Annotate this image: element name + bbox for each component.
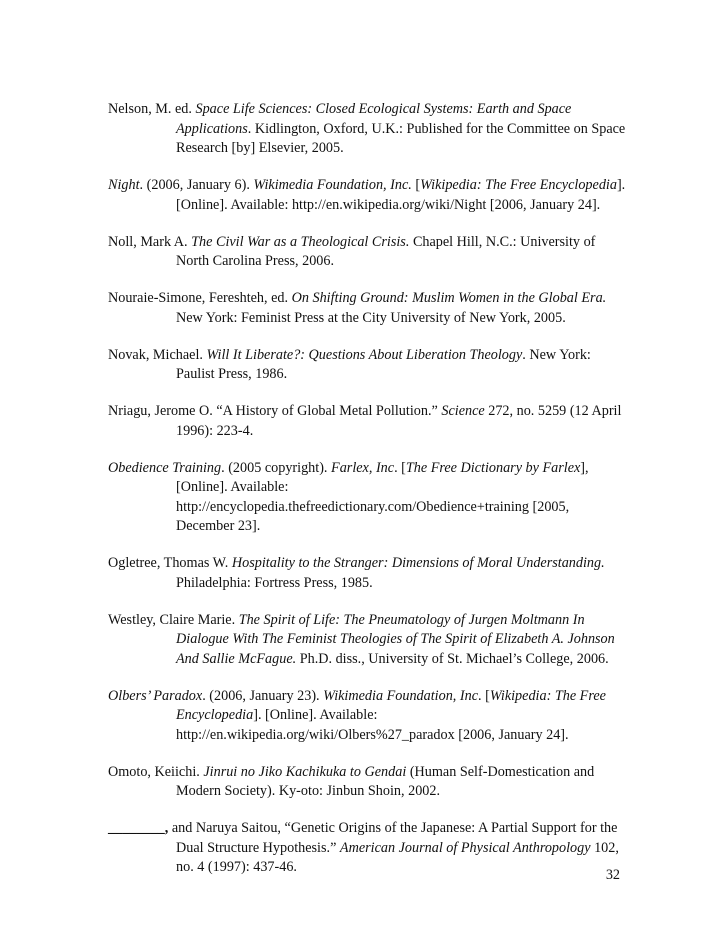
entry-text-segment: The Free Dictionary by Farlex <box>405 459 581 476</box>
entry-text-segment: Wikimedia Foundation, Inc <box>323 687 479 704</box>
entry-text-segment: 102, no. 4 (1997): 437-46. <box>176 839 619 875</box>
bibliography-entry <box>108 819 628 878</box>
entry-text-segment: Westley, Claire Marie. <box>108 611 239 628</box>
entry-text-segment: American Journal of Physical Anthropology <box>339 839 591 856</box>
entry-text-segment: Omoto, Keiichi. <box>108 763 204 780</box>
bibliography-entry <box>108 554 628 593</box>
entry-text-segment: Obedience Training <box>108 459 222 476</box>
bibliography-entry <box>108 346 628 385</box>
entry-text-segment: ________, <box>108 820 169 836</box>
entry-text-segment: Noll, Mark A. <box>108 233 192 250</box>
entry-text-segment: On Shifting Ground: Muslim Women in the Global Era. <box>291 290 607 306</box>
entry-text-segment: Will It Liberate?: Questions About Liberation Theology <box>206 346 523 363</box>
bibliography-entry <box>108 289 628 328</box>
bibliography-entry <box>108 402 628 441</box>
entry-text-segment: 272, no. 5259 (12 April 1996): 223-4. <box>176 403 622 439</box>
entry-text-segment: . (2006, January 23). <box>202 687 324 704</box>
entry-text-segment: Science <box>441 403 485 419</box>
entry-text-segment: Ogletree, Thomas W. <box>108 555 232 571</box>
entry-text-segment: Nriagu, Jerome O. “A History of Global Metal Pollution.” <box>108 403 442 419</box>
entry-text-segment: Olbers’ Paradox <box>108 687 203 704</box>
entry-text-segment: . [ <box>478 687 490 704</box>
entry-text-segment: . [ <box>394 459 406 476</box>
entry-text-segment: Hospitality to the Stranger: Dimensions of Moral Understanding. <box>231 555 605 571</box>
entry-text-segment: . (2005 copyright). <box>221 459 332 476</box>
entry-text-segment: Night <box>108 177 140 193</box>
entry-text-segment: ]. [Online]. Available: http://en.wikipedia.org/wiki/Olbers%27_paradox [2006, January 24]. <box>176 707 569 743</box>
entry-text-segment: ], [Online]. Available: http://encyclopedia.thefreedictionary.com/Obedience+training [2005, December 23]. <box>176 459 589 534</box>
entry-text-segment: and Naruya Saitou, “Genetic Origins of the Japanese: A Partial Support for the Dual Structure Hypothesis.” <box>168 820 618 856</box>
bibliography-entry <box>108 459 628 537</box>
entry-text-segment: Jinrui no Jiko Kachikuka to Gendai <box>203 763 407 780</box>
entry-text-segment: Philadelphia: Fortress Press, 1985. <box>176 574 373 591</box>
bibliography-entry <box>108 763 628 802</box>
entry-text-segment: New York: Feminist Press at the City University of New York, 2005. <box>176 309 566 326</box>
page-number: 32 <box>605 867 620 883</box>
entry-text-segment: ]. [Online]. Available: http://en.wikipedia.org/wiki/Night [2006, January 24]. <box>176 177 626 213</box>
entry-text-segment: Wikipedia: The Free Encyclopedia <box>420 177 617 193</box>
entry-text-segment: Wikimedia Foundation, Inc. <box>253 177 412 193</box>
entry-text-segment: Nelson, M. ed. <box>108 101 196 117</box>
entry-text-segment: Nouraie-Simone, Fereshteh, ed. <box>108 290 292 306</box>
entry-text-segment: Chapel Hill, N.C.: University of North Carolina Press, 2006. <box>176 233 596 269</box>
bibliography-entry <box>108 687 628 746</box>
entry-text-segment: . Kidlington, Oxford, U.K.: Published for the Committee on Space Research [by] Elsevier, 2005. <box>176 120 626 156</box>
bibliography-entry <box>108 611 628 670</box>
entry-text-segment: . New York: Paulist Press, 1986. <box>176 346 591 382</box>
entry-text-segment: . (2006, January 6). <box>139 177 254 193</box>
entry-text-segment: Ph.D. diss., University of St. Michael’s College, 2006. <box>296 650 609 667</box>
bibliography-entry <box>108 233 628 272</box>
entry-text-segment: Wikipedia: The Free Encyclopedia <box>176 687 606 723</box>
bibliography-list <box>108 100 628 895</box>
bibliography-entry <box>108 176 628 215</box>
entry-text-segment: The Civil War as a Theological Crisis. <box>191 233 410 250</box>
bibliography-entry <box>108 100 628 159</box>
entry-text-segment: Novak, Michael. <box>108 346 207 363</box>
entry-text-segment: The Spirit of Life: The Pneumatology of Jurgen Moltmann In Dialogue With The Feminist Theologies of The Spirit of Elizabeth A. Johnson And Sallie McFague. <box>176 611 615 667</box>
entry-text-segment: Farlex, Inc <box>331 459 395 476</box>
entry-text-segment: Space Life Sciences: Closed Ecological Systems: Earth and Space Applications <box>176 101 572 137</box>
entry-text-segment: [ <box>411 177 421 193</box>
entry-text-segment: (Human Self-Domestication and Modern Society). Ky-oto: Jinbun Shoin, 2002. <box>176 763 595 799</box>
